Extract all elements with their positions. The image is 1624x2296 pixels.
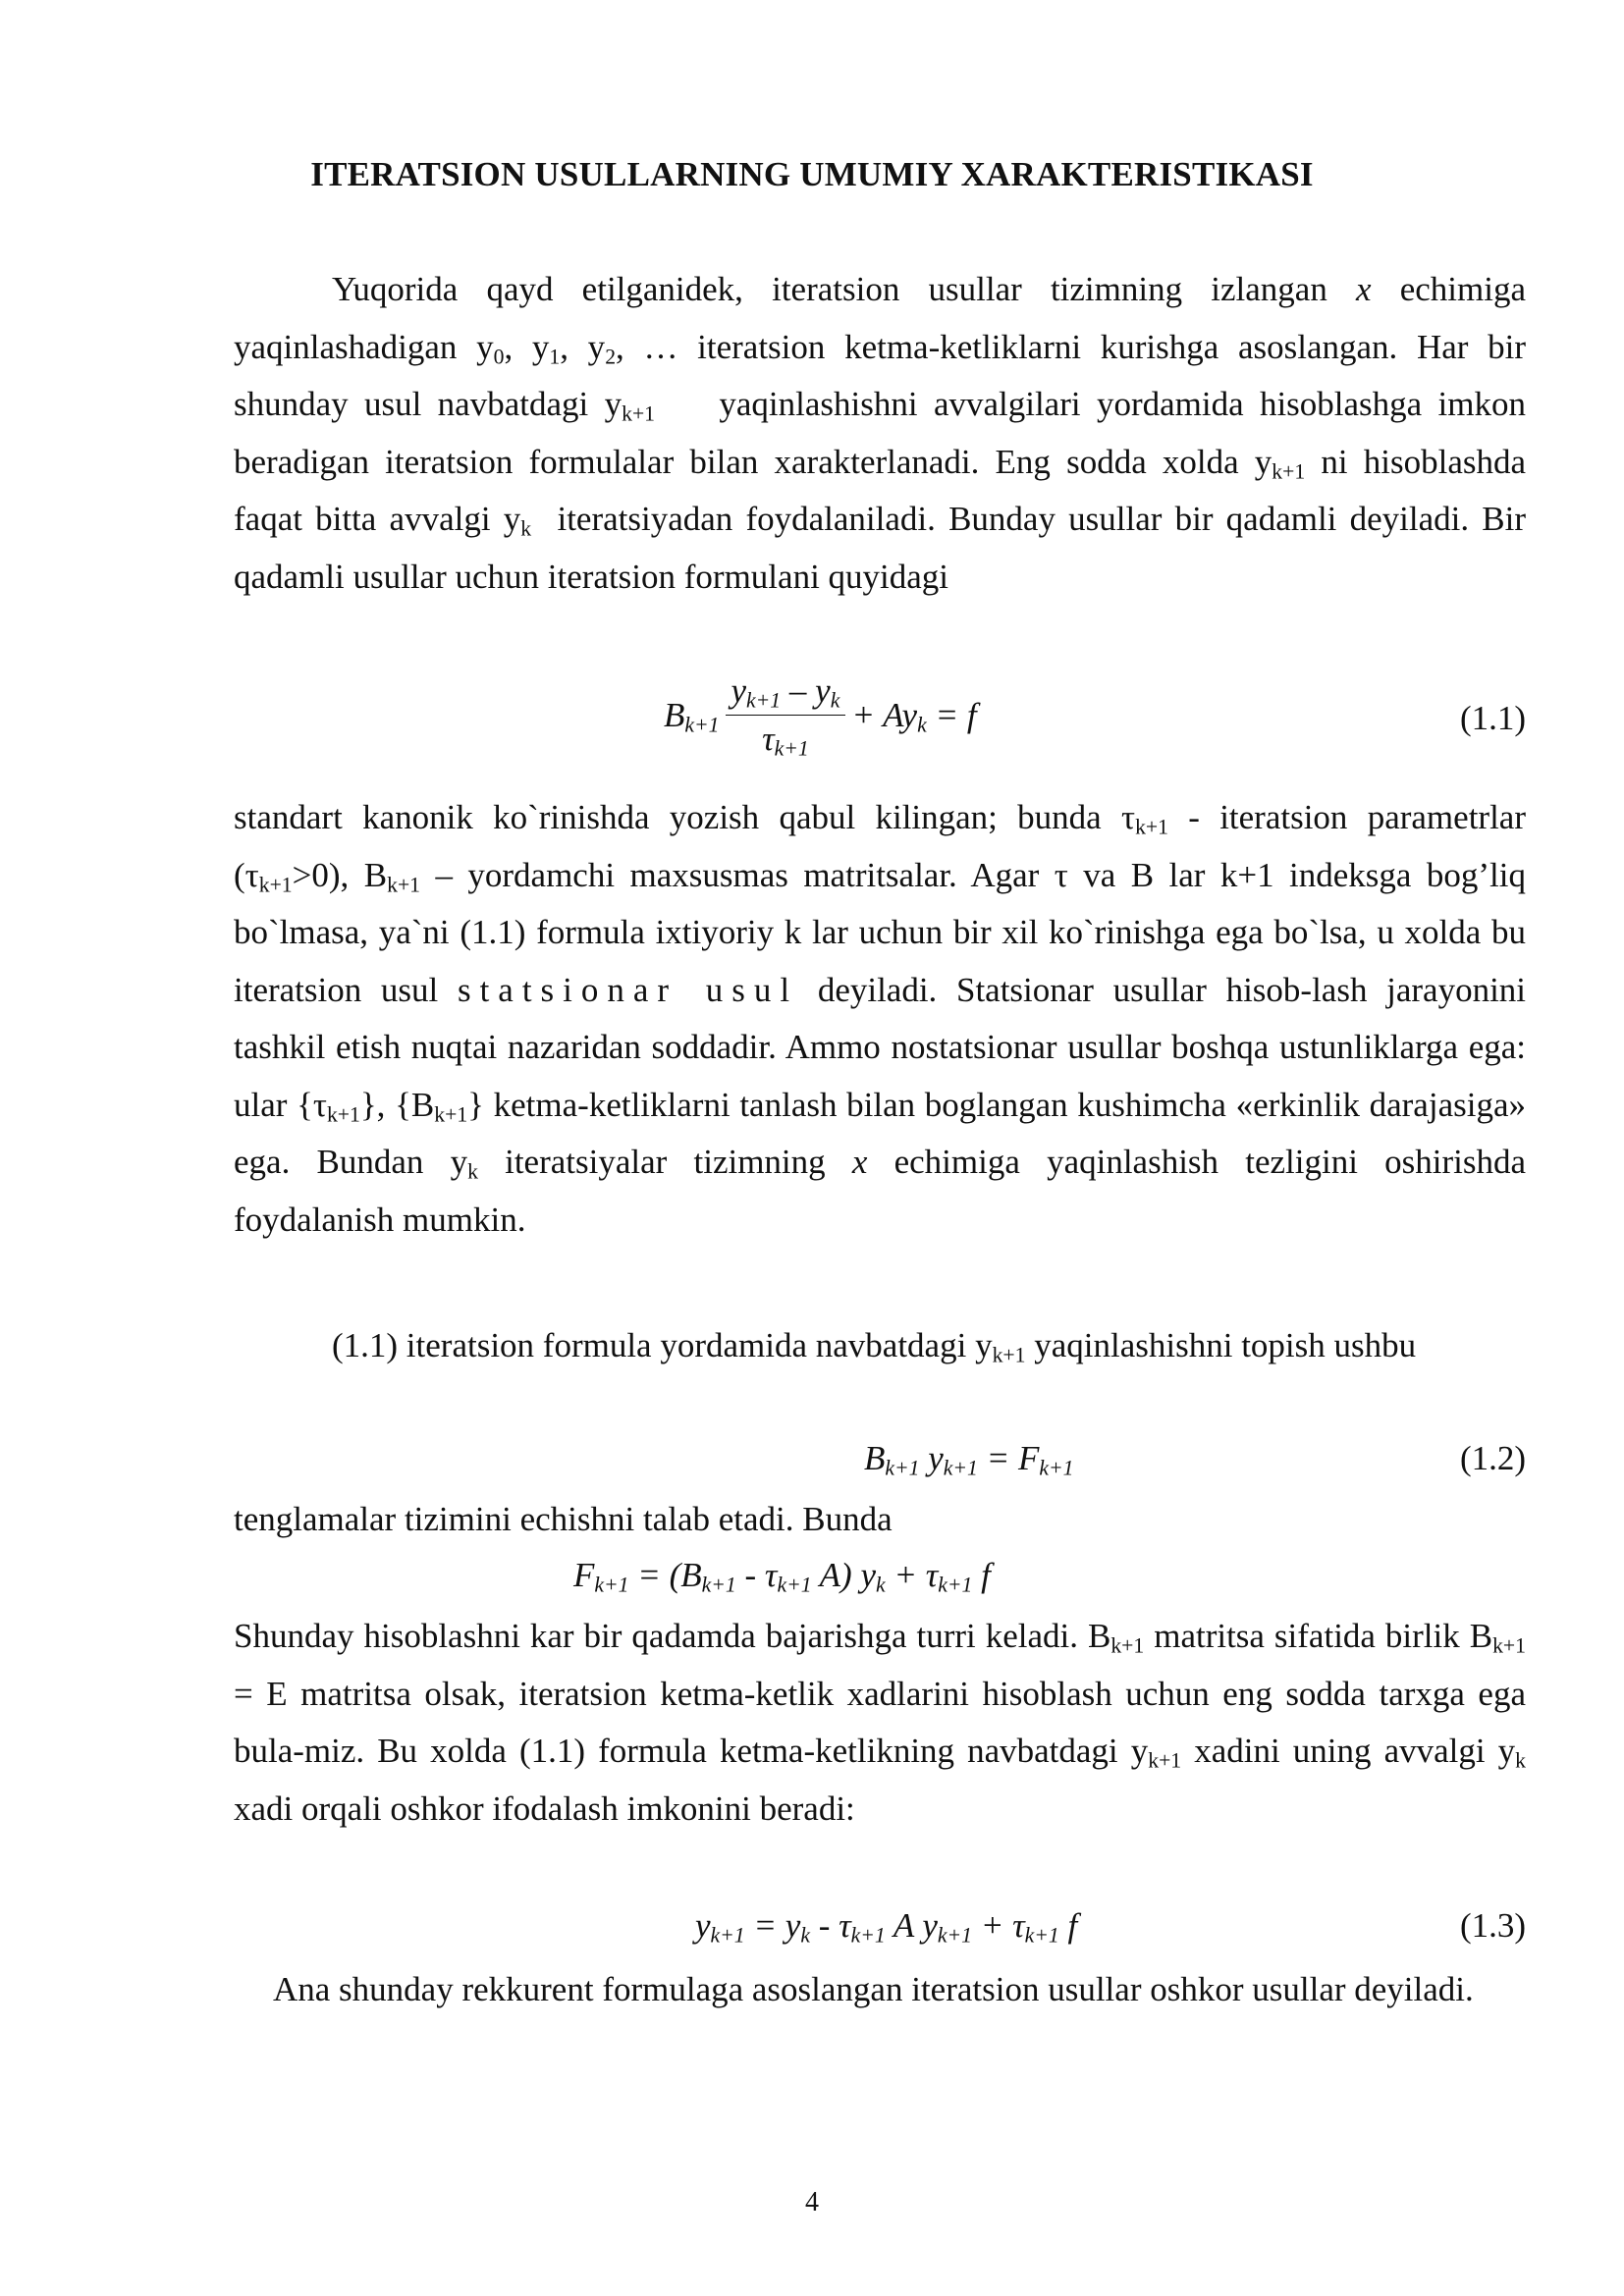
fraction-denominator: [726, 716, 846, 759]
subscript: 0: [493, 344, 505, 368]
subscript: k+1: [326, 1101, 360, 1126]
eq-symbol: B: [864, 1439, 886, 1477]
eq-symbol: + τ: [972, 1906, 1025, 1945]
eq-symbol: - τ: [809, 1906, 851, 1945]
subscript: k+1: [937, 1923, 973, 1948]
text-run: echimiga yaqinlashish tezligini oshirishda foydalanish mumkin.: [234, 1143, 1527, 1239]
text-run: standart kanonik ko`rinishda yozish qabul kilingan; bunda τ: [234, 798, 1136, 836]
paragraph-6: Ana shunday rekkurent formulaga asoslangan iteratsion usullar oshkor usullar deyiladi.: [273, 1970, 1474, 2008]
subscript: k+1: [746, 688, 782, 713]
eq-symbol: = y: [744, 1906, 801, 1945]
subscript: k+1: [1492, 1633, 1526, 1658]
subscript: k+1: [387, 872, 421, 896]
subscript: k+1: [701, 1573, 736, 1597]
subscript: k+1: [1039, 1456, 1074, 1480]
eq-symbol: A y: [885, 1906, 938, 1945]
equation-1-2: [864, 1439, 1074, 1478]
subscript: k+1: [938, 1573, 973, 1597]
subscript: k+1: [885, 1456, 920, 1480]
text-run: – yordamchi maxsusmas matritsalar. Agar τ va B lar k+1 indeksga bog’liq bo`lmasa, ya`ni (1.1) formula ixtiyoriy k lar uchun bir xil ko`rinishga ega bo`lsa, u xolda bu iteratsion usul: [234, 855, 1526, 1009]
text-run: , y: [504, 327, 550, 366]
subscript: k: [520, 516, 532, 541]
text-run: Yuqorida qayd etilganidek, iteratsion usullar tizimning izlangan: [332, 270, 1327, 308]
equation-number: (1.3): [1459, 1906, 1526, 1945]
eq-symbol: f: [1058, 1906, 1078, 1945]
eq-symbol: = F: [977, 1439, 1040, 1477]
text-run: ni hisoblashda faqat bitta avvalgi y: [234, 442, 1527, 538]
eq-symbol: - τ: [735, 1556, 778, 1594]
text-run: iteratsiyadan foydalaniladi. Bunday usullar bir qadamli deyiladi. Bir qadamli usullar uchun iteratsion formulani quyidagi: [234, 500, 1526, 596]
subscript: k+1: [710, 1923, 745, 1948]
fraction-numerator: [726, 671, 846, 716]
paragraph-4: tenglamalar tizimini echishni talab etadi. Bunda: [234, 1500, 893, 1538]
eq-symbol: f: [972, 1556, 991, 1594]
subscript: k+1: [622, 401, 656, 426]
equation-f: [573, 1556, 991, 1595]
subscript: 1: [549, 344, 561, 368]
text-run: = E matritsa olsak, iteratsion ketma-ketlik xadlarini hisoblash uchun eng sodda tarxga ega bula-miz. Bu xolda (1.1) formula ketma-ketlikning navbatdagi y: [234, 1674, 1526, 1770]
subscript: k: [876, 1573, 886, 1597]
text-run: } ketma-ketliklarni tanlash bilan boglangan kushimcha «erkinlik darajasiga» ega. Bundan y: [234, 1085, 1526, 1181]
text-run: , y: [560, 327, 606, 366]
page-number: 4: [805, 2187, 819, 2217]
eq-symbol: τ: [762, 720, 775, 758]
subscript: k+1: [1110, 1633, 1145, 1658]
subscript: k: [917, 712, 927, 736]
text-run: x: [851, 1143, 868, 1181]
text-run: x: [1356, 270, 1372, 308]
subscript: k+1: [434, 1101, 468, 1126]
eq-symbol: y: [919, 1439, 944, 1477]
eq-symbol: = f: [926, 695, 977, 734]
text-run: (1.1) iteratsion formula yordamida navbatdagi y: [332, 1326, 993, 1364]
subscript: k+1: [594, 1573, 629, 1597]
paragraph-3: [234, 1317, 1526, 1375]
paragraph-5: [234, 1608, 1526, 1838]
eq-symbol: = (B: [628, 1556, 702, 1594]
paragraph-1: [234, 261, 1526, 606]
subscript: k+1: [684, 712, 720, 736]
text-run: deyiladi. Statsionar usullar hisob-lash jarayonini tashkil etish nuqtai nazaridan soddadir. Ammo nostatsionar usullar boshqa ustunliklarga ega: ular {τ: [234, 970, 1527, 1124]
equation-1-3: [695, 1906, 1077, 1946]
subscript: k: [800, 1923, 810, 1948]
subscript: k+1: [943, 1456, 978, 1480]
text-run: yaqinlashishni topish ushbu: [1025, 1326, 1417, 1364]
eq-symbol: A) y: [811, 1556, 876, 1594]
eq-symbol: B: [664, 695, 685, 734]
subscript: k+1: [1148, 1748, 1182, 1773]
text-run: echimiga yaqinlashadigan y: [234, 270, 1526, 366]
text-run: yaqinlashishni avvalgilari yordamida hisoblashga imkon beradigan iteratsion formulalar bilan xarakterlanadi. Eng sodda xolda y: [234, 385, 1527, 481]
fraction: [726, 671, 846, 759]
eq-symbol: + Ay: [851, 695, 918, 734]
subscript: k: [467, 1159, 478, 1184]
page-title: ITERATSION USULLARNING UMUMIY XARAKTERISTIKASI: [310, 155, 1314, 193]
subscript: k+1: [1024, 1923, 1059, 1948]
subscript: k+1: [1135, 815, 1168, 839]
subscript: k+1: [777, 1573, 812, 1597]
text-run: - iteratsion parametrlar (τ: [234, 798, 1526, 894]
eq-symbol: + τ: [885, 1556, 939, 1594]
subscript: k+1: [774, 736, 809, 761]
equation-number: (1.2): [1459, 1439, 1526, 1477]
subscript: k+1: [1272, 458, 1306, 483]
eq-symbol: y: [695, 1906, 711, 1945]
subscript: k+1: [258, 872, 293, 896]
equation-1-1: [664, 671, 977, 759]
subscript: k+1: [992, 1343, 1026, 1367]
equation-number: (1.1): [1459, 699, 1526, 737]
eq-symbol: F: [573, 1556, 595, 1594]
subscript: k+1: [850, 1923, 886, 1948]
text-run: Shunday hisoblashni kar bir qadamda bajarishga turri keladi. B: [234, 1617, 1111, 1655]
emphasis-spaced: statsionar usul: [457, 970, 799, 1009]
text-run: }, {B: [359, 1085, 435, 1124]
eq-symbol: – y: [781, 671, 831, 710]
subscript: 2: [605, 344, 617, 368]
eq-symbol: y: [731, 671, 747, 710]
text-run: xadini uning avvalgi y: [1181, 1732, 1516, 1770]
text-run: iteratsiyalar tizimning: [477, 1143, 826, 1181]
subscript: k: [830, 688, 840, 713]
text-run: matritsa sifatida birlik B: [1144, 1617, 1493, 1655]
text-run: >0), B: [292, 855, 388, 894]
paragraph-2: [234, 789, 1526, 1249]
text-run: , … iteratsion ketma-ketliklarni kurishga asoslangan. Har bir shunday usul navbatdagi y: [234, 327, 1527, 423]
subscript: k: [1515, 1748, 1526, 1773]
text-run: xadi orqali oshkor ifodalash imkonini beradi:: [234, 1789, 855, 1828]
